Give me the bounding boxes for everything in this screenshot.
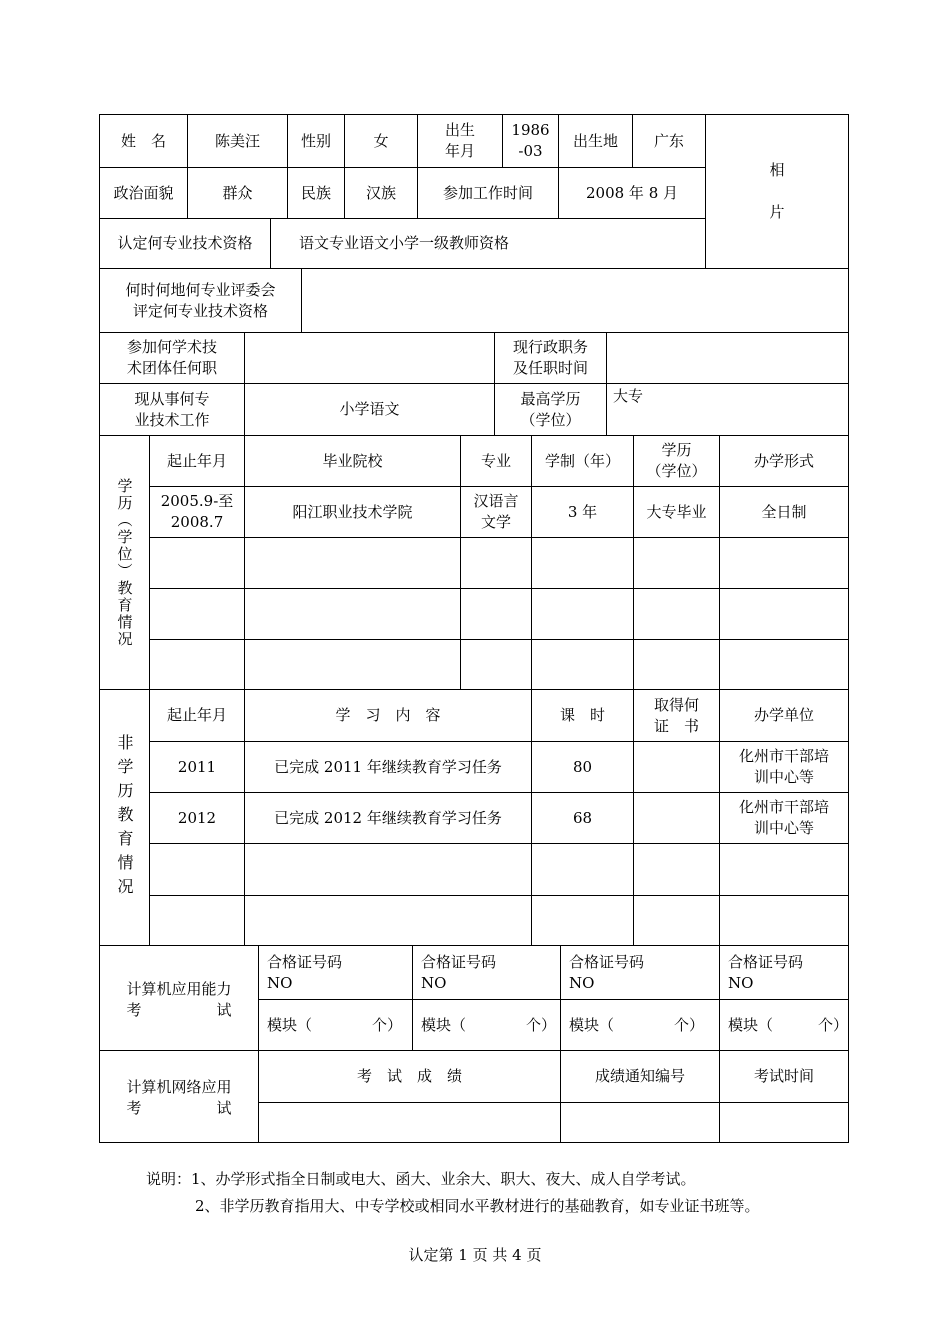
nonacademic-cell: 2011 bbox=[149, 741, 245, 793]
nonacademic-cell: 化州市干部培 训中心等 bbox=[719, 741, 849, 793]
network-header-score: 考 试 成 绩 bbox=[258, 1050, 561, 1103]
academic-cell bbox=[244, 639, 461, 690]
network-value-cell bbox=[258, 1102, 561, 1143]
computer-cert-cell: 合格证号码 NO bbox=[719, 945, 849, 1000]
birthplace-label-cell: 出生地 bbox=[558, 114, 633, 168]
computer-cert-cell: 合格证号码 NO bbox=[560, 945, 720, 1000]
academic-cell bbox=[531, 588, 634, 640]
admin-post-label-cell: 现行政职务 及任职时间 bbox=[494, 332, 607, 384]
committee-label-cell: 何时何地何专业评委会 评定何专业技术资格 bbox=[99, 268, 302, 333]
current-work-value-cell: 小学语文 bbox=[244, 383, 495, 436]
academic-cell bbox=[149, 639, 245, 690]
gender-label-cell: 性别 bbox=[287, 114, 345, 168]
academic-cell bbox=[244, 537, 461, 589]
committee-value-cell bbox=[301, 268, 849, 333]
nonacademic-section-label: 非学历教育情况 bbox=[99, 689, 150, 946]
qualification-value-cell: 语文专业语文小学一级教师资格 bbox=[270, 218, 706, 269]
academic-cell bbox=[460, 588, 532, 640]
academic-cell bbox=[531, 537, 634, 589]
academic-cell: 大专毕业 bbox=[633, 486, 720, 538]
academic-cell: 全日制 bbox=[719, 486, 849, 538]
academic-cell: 汉语言 文学 bbox=[460, 486, 532, 538]
admin-post-value-cell bbox=[606, 332, 849, 384]
nonacademic-cell bbox=[633, 792, 720, 844]
name-value-cell: 陈美汪 bbox=[187, 114, 288, 168]
academic-cell bbox=[719, 537, 849, 589]
academic-section-label: 学历（学位）教育情况 bbox=[99, 435, 150, 690]
nonacademic-cell bbox=[633, 843, 720, 896]
academic-cell bbox=[460, 639, 532, 690]
ethnicity-label-cell: 民族 bbox=[287, 167, 345, 219]
society-label-cell: 参加何学术技 术团体任何职 bbox=[99, 332, 245, 384]
academic-cell bbox=[244, 588, 461, 640]
academic-header-period: 起止年月 bbox=[149, 435, 245, 487]
name-label-cell: 姓 名 bbox=[99, 114, 188, 168]
academic-cell bbox=[149, 537, 245, 589]
qualification-label-cell: 认定何专业技术资格 bbox=[99, 218, 271, 269]
nonacademic-cell bbox=[633, 895, 720, 946]
nonacademic-header-content: 学 习 内 容 bbox=[244, 689, 532, 742]
work-start-label-cell: 参加工作时间 bbox=[417, 167, 559, 219]
academic-cell bbox=[719, 639, 849, 690]
network-exam-label: 计算机网络应用 考 试 bbox=[99, 1050, 259, 1143]
academic-cell bbox=[531, 639, 634, 690]
academic-cell bbox=[633, 537, 720, 589]
photo-cell: 相 片 bbox=[705, 114, 849, 269]
academic-cell bbox=[149, 588, 245, 640]
current-work-label-cell: 现从事何专 业技术工作 bbox=[99, 383, 245, 436]
nonacademic-header-cert: 取得何 证 书 bbox=[633, 689, 720, 742]
nonacademic-cell: 化州市干部培 训中心等 bbox=[719, 792, 849, 844]
nonacademic-cell: 2012 bbox=[149, 792, 245, 844]
computer-cert-cell: 合格证号码 NO bbox=[258, 945, 413, 1000]
nonacademic-cell bbox=[719, 843, 849, 896]
nonacademic-cell bbox=[719, 895, 849, 946]
nonacademic-cell: 已完成 2012 年继续教育学习任务 bbox=[244, 792, 532, 844]
nonacademic-cell: 已完成 2011 年继续教育学习任务 bbox=[244, 741, 532, 793]
network-header-time: 考试时间 bbox=[719, 1050, 849, 1103]
academic-header-length: 学制（年） bbox=[531, 435, 634, 487]
nonacademic-cell bbox=[633, 741, 720, 793]
nonacademic-cell bbox=[531, 895, 634, 946]
work-start-value-cell: 2008 年 8 月 bbox=[558, 167, 706, 219]
academic-header-school: 毕业院校 bbox=[244, 435, 461, 487]
birth-value-cell: 1986 -03 bbox=[502, 114, 559, 168]
highest-edu-label-cell: 最高学历 （学位） bbox=[494, 383, 607, 436]
computer-module-cell: 模块（ 个） bbox=[412, 999, 561, 1051]
network-header-notice: 成绩通知编号 bbox=[560, 1050, 720, 1103]
politics-value-cell: 群众 bbox=[187, 167, 288, 219]
page-footer: 认定第 1 页 共 4 页 bbox=[408, 1246, 542, 1264]
computer-cert-cell: 合格证号码 NO bbox=[412, 945, 561, 1000]
nonacademic-header-org: 办学单位 bbox=[719, 689, 849, 742]
academic-cell bbox=[633, 588, 720, 640]
computer-module-cell: 模块（ 个） bbox=[258, 999, 413, 1051]
politics-label-cell: 政治面貌 bbox=[99, 167, 188, 219]
academic-cell: 3 年 bbox=[531, 486, 634, 538]
academic-header-degree: 学历 （学位） bbox=[633, 435, 720, 487]
birthplace-value-cell: 广东 bbox=[632, 114, 706, 168]
network-value-cell bbox=[719, 1102, 849, 1143]
nonacademic-cell: 68 bbox=[531, 792, 634, 844]
academic-cell bbox=[633, 639, 720, 690]
academic-cell bbox=[460, 537, 532, 589]
nonacademic-header-period: 起止年月 bbox=[149, 689, 245, 742]
note-1: 说明：1、办学形式指全日制或电大、函大、业余大、职大、夜大、成人自学考试。 bbox=[146, 1170, 696, 1188]
academic-cell: 阳江职业技术学院 bbox=[244, 486, 461, 538]
nonacademic-cell bbox=[244, 843, 532, 896]
nonacademic-cell bbox=[149, 895, 245, 946]
computer-module-cell: 模块（ 个） bbox=[560, 999, 720, 1051]
computer-module-cell: 模块（ 个） bbox=[719, 999, 849, 1051]
computer-exam-label: 计算机应用能力 考 试 bbox=[99, 945, 259, 1051]
note-2: 2、非学历教育指用大、中专学校或相同水平教材进行的基础教育，如专业证书班等。 bbox=[195, 1197, 760, 1215]
birth-label-cell: 出生 年月 bbox=[417, 114, 503, 168]
highest-edu-value-cell: 大专 bbox=[606, 383, 849, 436]
academic-header-major: 专业 bbox=[460, 435, 532, 487]
network-value-cell bbox=[560, 1102, 720, 1143]
gender-value-cell: 女 bbox=[344, 114, 418, 168]
academic-cell bbox=[719, 588, 849, 640]
nonacademic-header-hours: 课 时 bbox=[531, 689, 634, 742]
ethnicity-value-cell: 汉族 bbox=[344, 167, 418, 219]
academic-cell: 2005.9-至 2008.7 bbox=[149, 486, 245, 538]
society-value-cell bbox=[244, 332, 495, 384]
nonacademic-cell: 80 bbox=[531, 741, 634, 793]
nonacademic-cell bbox=[244, 895, 532, 946]
nonacademic-cell bbox=[149, 843, 245, 896]
nonacademic-cell bbox=[531, 843, 634, 896]
academic-header-form: 办学形式 bbox=[719, 435, 849, 487]
